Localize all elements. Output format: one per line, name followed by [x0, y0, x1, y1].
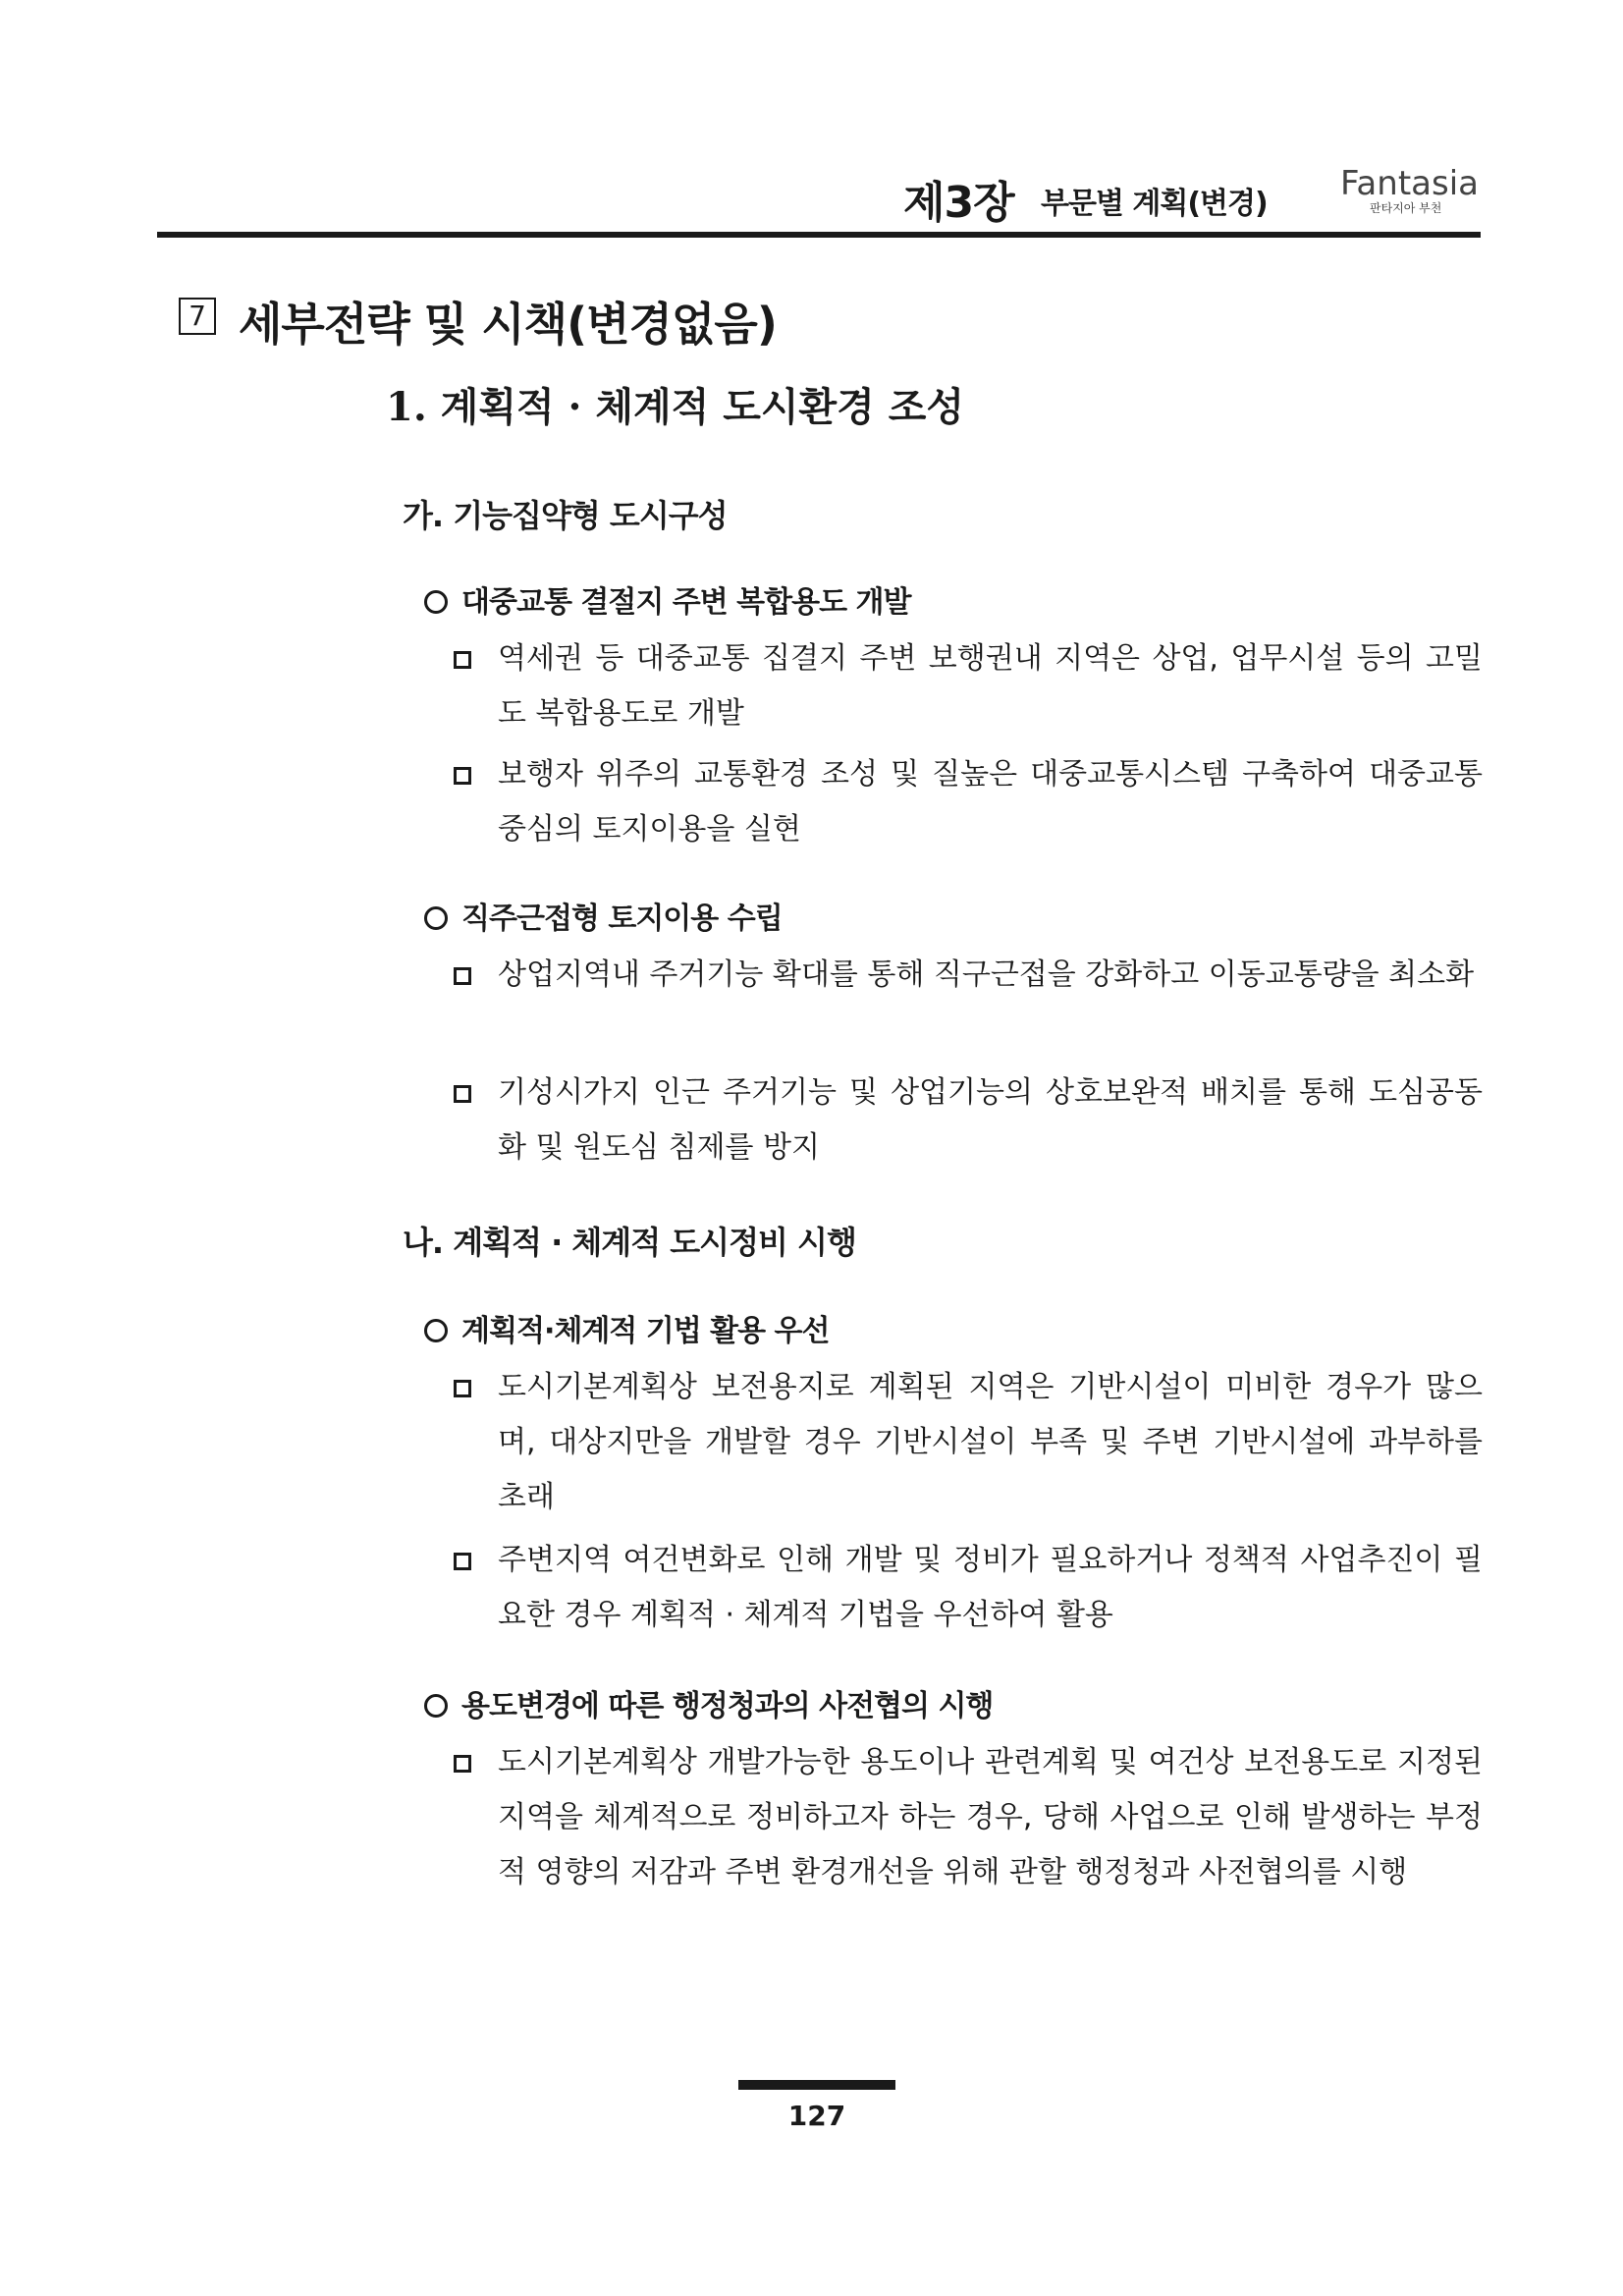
header-rule — [157, 232, 1481, 238]
footer-bar — [738, 2080, 895, 2090]
bullet-heading — [424, 577, 910, 621]
paragraph — [454, 1360, 1483, 1525]
logo-graphic — [1340, 147, 1488, 206]
chapter-title: 부문별 계획(변경) — [1041, 187, 1268, 221]
logo-wordmark: Fantasia — [1340, 164, 1479, 203]
paragraph-text: 기성시가지 인근 주거기능 및 상업기능의 상호보완적 배치를 통해 도심공동화 및 원도심 침제를 방지 — [498, 1075, 1483, 1165]
circle-bullet-icon — [424, 1319, 448, 1342]
square-bullet-icon — [454, 1380, 471, 1397]
square-bullet-icon — [454, 651, 471, 669]
paragraph — [454, 631, 1483, 741]
section-number: 7 — [179, 298, 216, 335]
paragraph-text: 도시기본계획상 개발가능한 용도이나 관련계획 및 여건상 보전용도로 지정된 지역을 체계적으로 정비하고자 하는 경우, 당해 사업으로 인해 발생하는 부정적 영향의 저감과 주변 환경개선을 위해 관할 행정청과 사전협의를 시행 — [498, 1745, 1483, 1889]
bullet-heading-text: 직주근접형 토지이용 수립 — [461, 902, 783, 936]
circle-bullet-icon — [424, 906, 448, 930]
subsection-heading: 가. 기능집약형 도시구성 — [403, 497, 728, 534]
bullet-heading — [424, 1306, 830, 1349]
square-bullet-icon — [454, 967, 471, 985]
paragraph — [454, 948, 1483, 1003]
paragraph-text: 보행자 위주의 교통환경 조성 및 질높은 대중교통시스템 구축하여 대중교통 중심의 토지이용을 실현 — [498, 757, 1483, 847]
logo-subtext: 판타지아 부천 — [1370, 201, 1442, 215]
paragraph-text: 도시기본계획상 보전용지로 계획된 지역은 기반시설이 미비한 경우가 많으며, 대상지만을 개발할 경우 기반시설이 부족 및 주변 기반시설에 과부하를 초래 — [498, 1370, 1483, 1514]
paragraph-text: 상업지역내 주거기능 확대를 통해 직구근접을 강화하고 이동교통량을 최소화 — [498, 957, 1475, 992]
page-number: 127 — [787, 2100, 846, 2132]
square-bullet-icon — [454, 1755, 471, 1773]
bullet-heading-text: 용도변경에 따른 행정청과의 사전협의 시행 — [461, 1689, 994, 1723]
paragraph — [454, 1066, 1483, 1175]
paragraph-text: 주변지역 여건변화로 인해 개발 및 정비가 필요하거나 정책적 사업추진이 필요한 경우 계획적 · 체계적 기법을 우선하여 활용 — [498, 1543, 1483, 1632]
paragraph — [454, 1533, 1483, 1643]
bullet-heading — [424, 1681, 993, 1724]
paragraph-text: 역세권 등 대중교통 집결지 주변 보행권내 지역은 상업, 업무시설 등의 고밀도 복합용도로 개발 — [498, 641, 1483, 731]
square-bullet-icon — [454, 767, 471, 785]
bullet-heading-text: 대중교통 결절지 주변 복합용도 개발 — [461, 585, 911, 620]
bullet-heading-text: 계획적·체계적 기법 활용 우선 — [461, 1314, 830, 1348]
circle-bullet-icon — [424, 590, 448, 614]
subsection-heading: 나. 계획적 · 체계적 도시정비 시행 — [403, 1224, 856, 1261]
item-title: 1. 계획적 · 체계적 도시환경 조성 — [386, 384, 964, 430]
circle-bullet-icon — [424, 1694, 448, 1718]
chapter-label: 제3장 — [903, 178, 1014, 228]
square-bullet-icon — [454, 1085, 471, 1103]
paragraph — [454, 1735, 1483, 1900]
paragraph — [454, 747, 1483, 857]
section-title: 세부전략 및 시책(변경없음) — [239, 298, 777, 351]
square-bullet-icon — [454, 1553, 471, 1570]
bullet-heading — [424, 894, 783, 937]
